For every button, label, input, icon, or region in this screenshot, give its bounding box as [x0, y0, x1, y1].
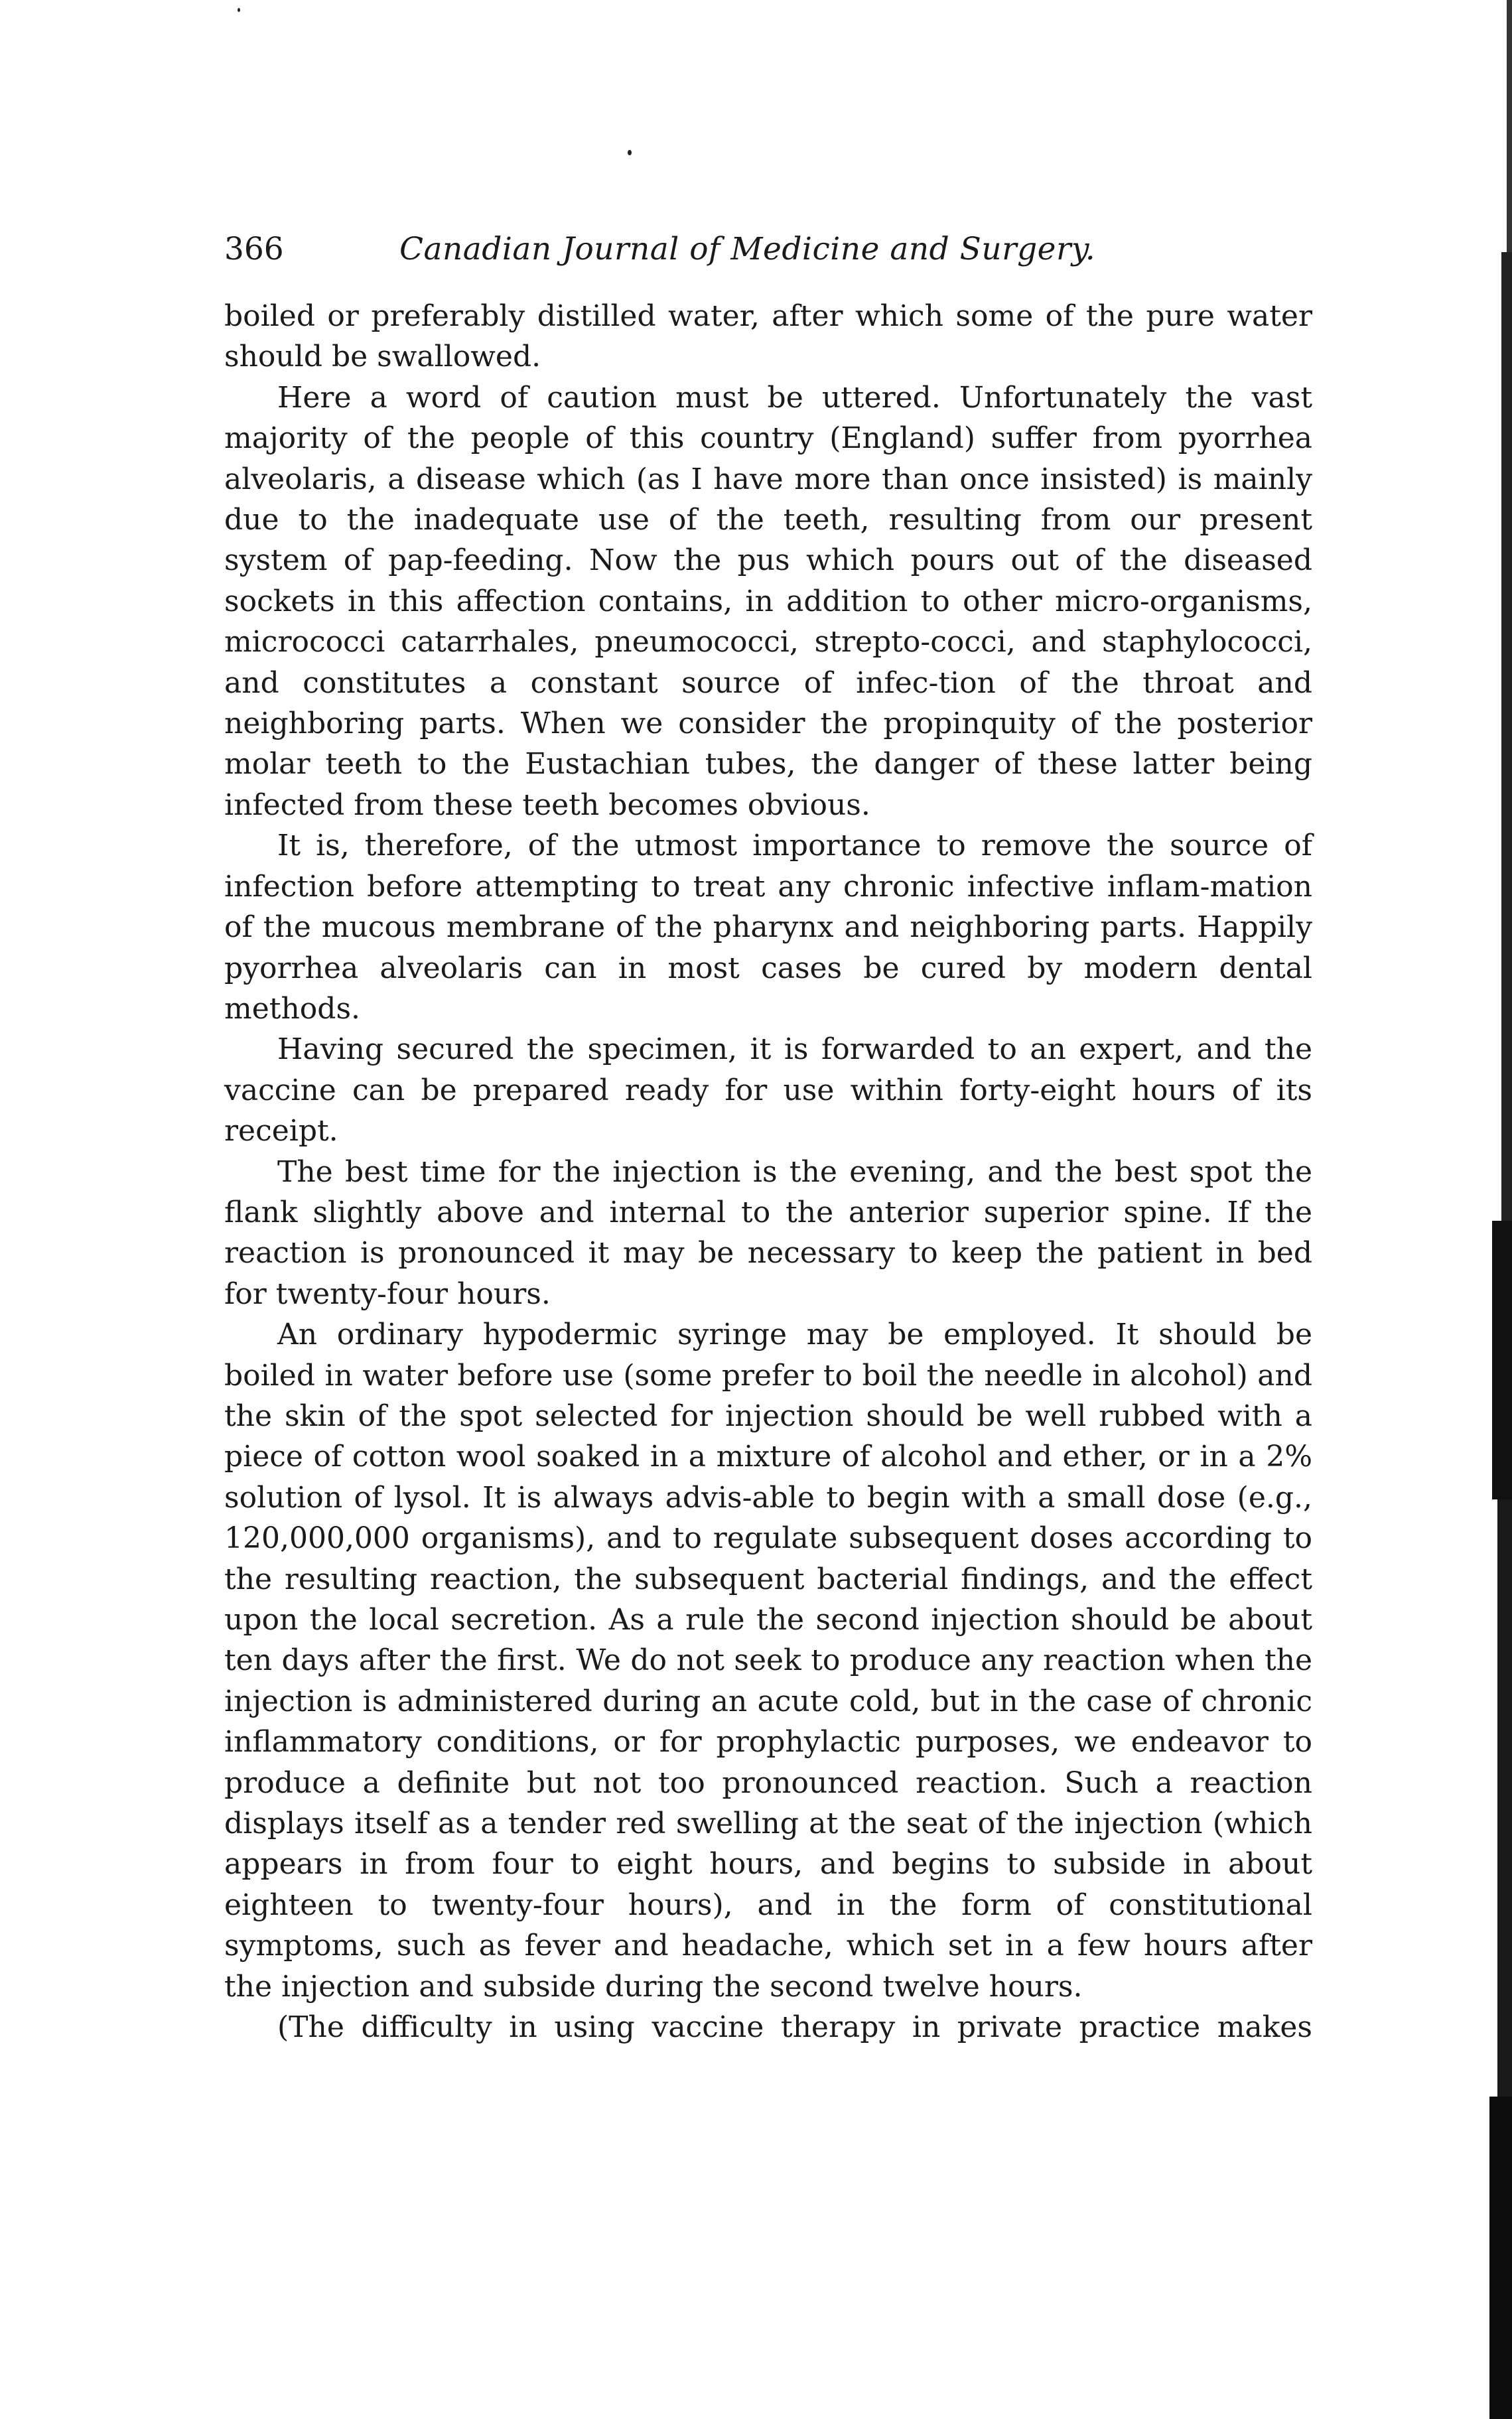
running-head: Canadian Journal of Medicine and Surgery.	[399, 231, 1096, 267]
page-edge-shadow	[1489, 0, 1512, 2419]
paragraph-infection-source: It is, therefore, of the utmost importance to remove the source of infection before attempting to treat any chronic infective inflam-mation of the mucous membrane of the pharynx and neighboring parts. Happily pyorrhea alveolaris can in most cases be cured by modern dental methods.	[224, 829, 1312, 1026]
paragraph-specimen: Having secured the specimen, it is forwarded to an expert, and the vaccine can be prepared ready for use within forty-eight hours of its receipt.	[224, 1032, 1312, 1148]
paragraph-caution: Here a word of caution must be uttered. Unfortunately the vast majority of the people of this country (England) suffer from pyorrhea alveolaris, a disease which (as I have more than once insisted) is mainly due to the inadequate use of the teeth, resulting from our present system of pap-feeding. Now the pus which pours out of the diseased sockets in this affection contains, in addition to other micro-organisms, micrococci catarrhales, pneumococci, strepto-cocci, and staphylococci, and constitutes a constant source of infec-tion of the throat and neighboring parts. When we consider the propinquity of the posterior molar teeth to the Eustachian tubes, the danger of these latter being infected from these teeth becomes obvious.	[224, 380, 1312, 822]
article-body	[224, 296, 1312, 2047]
page-number: 366	[224, 231, 284, 267]
page-header	[224, 223, 1319, 276]
paragraph-syringe: An ordinary hypodermic syringe may be employed. It should be boiled in water before use (some prefer to boil the needle in alcohol) and the skin of the spot selected for injection should be well rubbed with a piece of cotton wool soaked in a mixture of alcohol and ether, or in a 2% solution of lysol. It is always advis-able to begin with a small dose (e.g., 120,000,000 organisms), and to regulate subsequent doses according to the resulting reaction, the subsequent bacterial findings, and the effect upon the local secretion. As a rule the second injection should be about ten days after the first. We do not seek to produce any reaction when the injection is administered during an acute cold, but in the case of chronic inflammatory conditions, or for prophylactic purposes, we endeavor to produce a definite but not too pronounced reaction. Such a reaction displays itself as a tender red swelling at the seat of the injection (which appears in from four to eight hours, and begins to subside in about eighteen to twenty-four hours), and in the form of constitutional symptoms, such as fever and headache, which set in a few hours after the injection and subside during the second twelve hours.	[224, 1318, 1312, 2004]
print-speck	[628, 150, 632, 155]
paragraph-continued: boiled or preferably distilled water, after which some of the pure water should be swallowed.	[224, 299, 1312, 374]
print-speck	[238, 8, 240, 12]
paragraph-difficulty: (The difficulty in using vaccine therapy in private practice makes	[277, 2010, 1312, 2045]
paragraph-injection-time: The best time for the injection is the evening, and the best spot the flank slightly above and internal to the anterior superior spine. If the reaction is pronounced it may be necessary to keep the patient in bed for twenty-four hours.	[224, 1154, 1312, 1311]
